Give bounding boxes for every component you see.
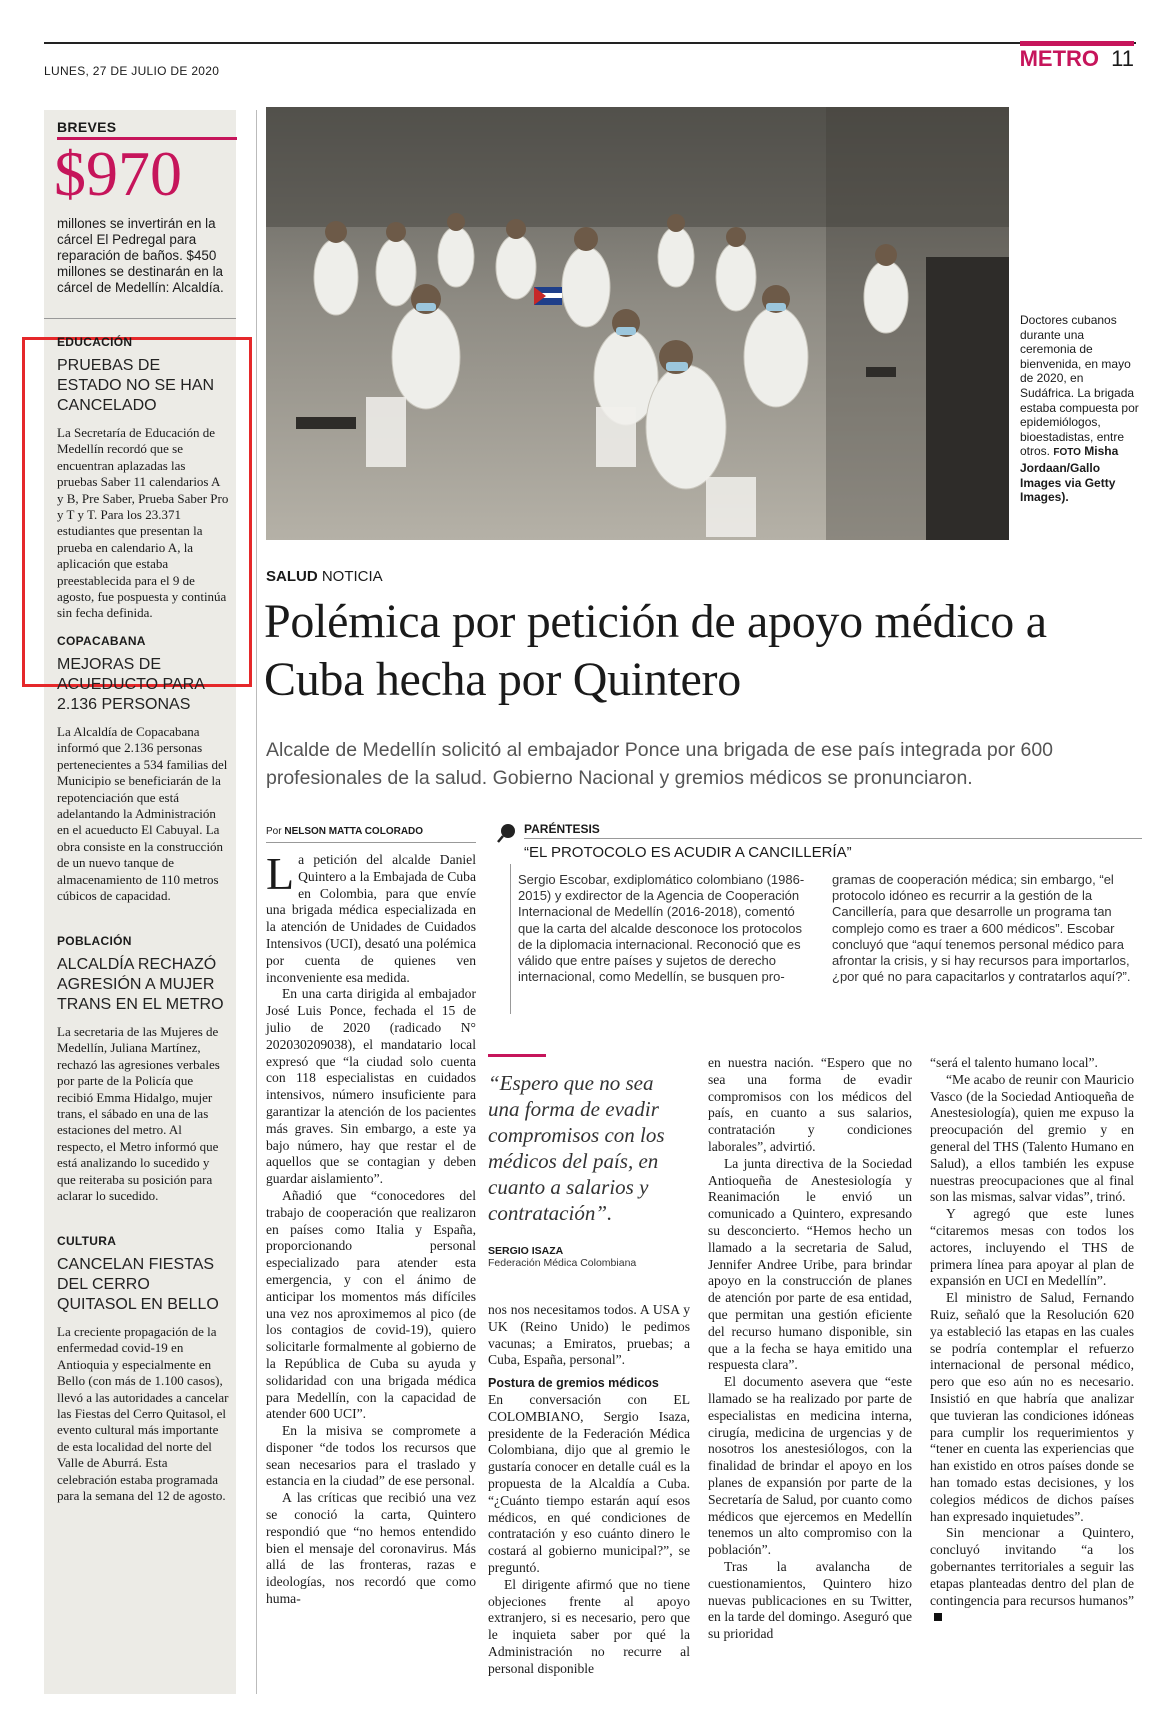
quote-role: Federación Médica Colombiana <box>488 1257 637 1269</box>
quote-attribution <box>488 1245 688 1269</box>
parentesis-box <box>496 822 1142 1018</box>
lead-paragraph <box>266 848 476 986</box>
breves-figure: $970 <box>54 138 182 209</box>
breve-category: POBLACIÓN <box>57 934 132 948</box>
breve-title: MEJORAS DE ACUEDUCTO PARA 2.136 PERSONAS <box>57 656 204 713</box>
paragraph: nos nos necesitamos todos. A USA y UK (Reino Unido) le pedimos vacunas; a Emiratos, pruebas; a Cuba, España, personal”. <box>488 1302 690 1368</box>
pull-quote: “Espero que no sea una forma de evadir compromisos con los médicos del país, en cuanto a salarios y contratación”. <box>488 1071 665 1225</box>
pushpin-icon <box>496 822 518 844</box>
end-mark <box>934 1613 942 1621</box>
paragraph: “será el talento humano local”. <box>930 1055 1098 1070</box>
parentesis-text: gramas de cooperación médica; sin embargo, “el protocolo idóneo es recurrir a la gestión de la Cancillería, para que desarrolle un programa tan complejo como es traer a 600 médicos”. Escobar concluyó que “aquí tenemos personal médico para afrontar la crisis, y si hay recursos para importarlos, ¿por qué no para capacitarlos y contratarlos aquí?”. <box>832 872 1131 985</box>
section-accent-bar <box>1020 41 1134 46</box>
parentesis-text: Sergio Escobar, exdiplomático colombiano (1986-2015) y exdirector de la Agencia de Cooperación Internacional de Medellín (2016-2018), comentó que la carta del alcalde desconoce los protocolos de la diplomacia internacional. Reconoció que es válido que entre países y sujetos de derecho internacional, como Medellín, se busquen pro- <box>518 872 805 985</box>
breve-category: COPACABANA <box>57 634 146 648</box>
breve-item <box>57 934 229 1204</box>
paragraph: en nuestra nación. “Espero que no sea una forma de evadir compromisos con los médicos del país, en cuanto a sus salarios, contratación y condiciones laborales”, advirtió. <box>708 1055 912 1154</box>
breve-text: La secretaria de las Mujeres de Medellín, Juliana Martínez, rechazó las agresiones verbales por parte de la Policía que recibió Emma Hidalgo, mujer trans, el sábado en una de las estaciones del metro. Al respecto, el Metro informó que está analizando lo sucedido y que reiteraba su posición para aclarar lo sucedido. <box>57 1024 220 1204</box>
parentesis-label: PARÉNTESIS <box>524 822 600 836</box>
byline-name: NELSON MATTA COLORADO <box>284 826 424 837</box>
news-photo <box>266 107 1009 540</box>
divider <box>524 838 1142 839</box>
divider <box>266 842 476 843</box>
parentesis-rule <box>510 864 511 1014</box>
paragraph: El ministro de Salud, Fernando Ruiz, señaló que la Resolución 620 ya estableció las etapas en las cuales se podría contemplar el refuerzo internacional de personal médico, pero que eso aún no es necesario. Insistió en que habría que analizar que tuvieran las condiciones idóneas para cumplir los requerimientos y “tener en cuenta las experiencias que han existido en otros países donde se han tomado estas decisiones, y los colegios médicos de dichos países han expresado inquietudes”. <box>930 1290 1134 1524</box>
article-column-4 <box>930 1055 1134 1626</box>
quote-accent-bar <box>488 1054 546 1057</box>
breve-text: La Secretaría de Educación de Medellín recordó que se encuentran aplazadas las pruebas Saber 11 calendarios A y B, Pre Saber, Prueba Saber Pro y T y T. Para los 23.371 estudiantes que presentan la prueba en calendario A, la aplicación que estaba preestablecida para el 9 de agosto, fue pospuesta y continúa sin fecha definida. <box>57 425 229 621</box>
byline-prefix: Por <box>266 826 282 837</box>
paragraph: Añadió que “conocedores del trabajo de cooperación que realizaron en países como Italia y España, proporcionando personal especializado para atender esta emergencia, y con el ánimo de anticipar los momentos más difíciles una vez nos aproximemos al pico (de los contagios de covid-19), quiero solicitarle formalmente al gobierno de la República de Cuba su ayuda y solidaridad con una brigada médica para Medellín, con la capacidad de atender 600 UCI”. <box>266 1187 476 1422</box>
section-name: METRO <box>1019 46 1100 71</box>
paragraph: La junta directiva de la Sociedad Antioqueña de Anestesiología y Reanimación le envió un comunicado a Quintero, expresando su desconcierto. “Hemos hecho un llamado a la secretaria de Salud, Jennifer Andree Uribe, para brindar apoyo en la construcción de planes de atención por parte de esa entidad, que permitan una gestión eficiente del recurso humano disponible, sin que a la fecha se haya emitido una respuesta clara”. <box>708 1155 912 1373</box>
breve-text: La creciente propagación de la enfermedad covid-19 en Antioquia y especialmente en Bello (con más de 1.100 casos), llevó a las autoridades a cancelar las Fiestas del Cerro Quitasol, el evento cultural más importante de esta localidad del norte del Valle de Aburrá. Esta celebración estaba programada para la semana del 12 de agosto. <box>57 1324 229 1504</box>
kicker-type: NOTICIA <box>321 568 383 585</box>
paragraph: El dirigente afirmó que no tiene objeciones frente al apoyo extranjero, si es necesario, pero que le inquieta saber por qué la Administración no recurre al personal disponible <box>488 1576 690 1676</box>
issue-date: LUNES, 27 DE JULIO DE 2020 <box>44 64 220 78</box>
divider <box>44 318 236 319</box>
page-number: 11 <box>1111 46 1134 71</box>
kicker-section: SALUD <box>266 568 318 585</box>
paragraph-text: a petición del alcalde Daniel Quintero a la Embajada de Cuba en Colombia, para que envíe una brigada médica especializada en la atención de Unidades de Cuidados Intensivos (UCI), desató una polémica por cuenta de quienes ven inconveniente esa medida. <box>266 852 476 985</box>
breve-item <box>57 634 229 904</box>
breves-figure-text: millones se invertirán en la cárcel El Pedregal para reparación de baños. $450 millones se destinarán en la cárcel de Medellín: Alcaldía. <box>57 216 224 295</box>
breve-title: PRUEBAS DE ESTADO NO SE HAN CANCELADO <box>57 357 215 414</box>
byline <box>266 826 423 837</box>
section-tag <box>1020 46 1134 72</box>
photo-caption <box>1020 313 1140 505</box>
breve-item <box>57 335 229 622</box>
paragraph: “Me acabo de reunir con Mauricio Vasco (de la Sociedad Antioqueña de Anestesiología), quien me expuso la preocupación del gremio y en general del THS (Talento Humano en Salud), a ellos también les expuse nuestras preocupaciones que al final son las mismas, salvar vidas”, trinó. <box>930 1071 1134 1205</box>
breve-category: CULTURA <box>57 1234 117 1248</box>
paragraph: Y agregó que este lunes “citaremos mesas con todos los actores, incluyendo el THS de primera línea para apoyar al plan de expansión en UCI en Medellín”. <box>930 1206 1134 1289</box>
subhead: Postura de gremios médicos <box>488 1376 659 1391</box>
paragraph: A las críticas que recibió una vez se conoció la carta, Quintero respondió que “no hemos entendido bien el mensaje del coronavirus. Más allá de las fronteras, razas e ideologías, nos recordó que como huma- <box>266 1490 476 1607</box>
column-rule <box>256 110 257 1694</box>
paragraph: En la misiva se compromete a disponer “de todos los recursos que sean necesarios para el traslado y estancia en la ciudad” de ese personal. <box>266 1423 476 1489</box>
paragraph <box>930 1525 1134 1626</box>
article-kicker <box>266 568 383 585</box>
article-column-2 <box>488 1302 690 1678</box>
parentesis-title: “EL PROTOCOLO ES ACUDIR A CANCILLERÍA” <box>524 844 852 861</box>
breves-label: BREVES <box>57 119 117 135</box>
credit-label: FOTO <box>1053 447 1081 459</box>
breve-item <box>57 1234 229 1504</box>
quote-name: SERGIO ISAZA <box>488 1245 564 1257</box>
breve-title: CANCELAN FIESTAS DEL CERRO QUITASOL EN BELLO <box>57 1256 219 1313</box>
photo-illustration <box>266 107 1009 540</box>
article-column-1 <box>266 848 476 1608</box>
paragraph: El documento asevera que “este llamado se ha realizado por parte de especialistas en medicina interna, cirugía, medicina de urgencias y de nosotros los anestesiólogos, con la finalidad de brindar el apoyo en los planes de expansión por parte de la Secretaría de Salud, por cuanto como médicos que ejercemos en Medellín tenemos un alto compromiso con la población”. <box>708 1374 912 1558</box>
caption-text: Doctores cubanos durante una ceremonia de bienvenida, en mayo de 2020, en Sudáfrica. La brigada estaba compuesta por epidemiólogos, bioestadistas, entre otros. <box>1020 313 1139 459</box>
article-deck: Alcalde de Medellín solicitó al embajador Ponce una brigada de ese país integrada por 600 profesionales de la salud. Gobierno Nacional y gremios médicos se pronunciaron. <box>266 739 1054 789</box>
drop-cap: L <box>266 848 295 899</box>
paragraph-text: Sin mencionar a Quintero, concluyó invitando “a los gobernantes territoriales a seguir las etapas planteadas dentro del plan de contingencia para recursos humanos” <box>930 1525 1134 1608</box>
breve-category: EDUCACIÓN <box>57 335 133 349</box>
article-column-3 <box>708 1055 912 1643</box>
paragraph: En una carta dirigida al embajador José Luis Ponce, fechada el 15 de julio de 2020 (radicado N° 202030209038), el mandatario local expresó que “la ciudad solo cuenta con 118 especialistas en cuidados intensivos, número insuficiente para garantizar la atención de los pacientes más graves. Sin embargo, a este ya bajo número, hay que restar el de aquellos que se contagian y deben guardar aislamiento”. <box>266 986 476 1187</box>
paragraph: Tras la avalancha de cuestionamientos, Quintero hizo nuevas publicaciones en su Twitter, en la tarde del domingo. Aseguró que su prioridad <box>708 1558 912 1642</box>
top-rule <box>44 42 1136 44</box>
paragraph: En conversación con EL COLOMBIANO, Sergio Isaza, presidente de la Federación Médica Colombiana, dijo que al gremio le gustaría conocer en detalle cuál es la propuesta de la Alcaldía a Cuba. “¿Cuánto tiempo estarán aquí esos médicos, en qué condiciones de contratación y eso cuánto dinero le costará al gobierno municipal?”, se preguntó. <box>488 1391 690 1575</box>
breve-text: La Alcaldía de Copacabana informó que 2.136 personas pertenecientes a 534 familias del Municipio se beneficiarán de la repotenciación que está adelantando la Administración en el acueducto El Cabuyal. La obra consiste en la construcción de un nuevo tanque de almacenamiento de 110 metros cúbicos de capacidad. <box>57 724 228 904</box>
photo-credit: Misha Jordaan/Gallo Images via Getty Images). <box>1020 444 1119 505</box>
article-headline: Polémica por petición de apoyo médico a Cuba hecha por Quintero <box>264 595 1047 706</box>
breve-title: ALCALDÍA RECHAZÓ AGRESIÓN A MUJER TRANS EN EL METRO <box>57 956 224 1013</box>
